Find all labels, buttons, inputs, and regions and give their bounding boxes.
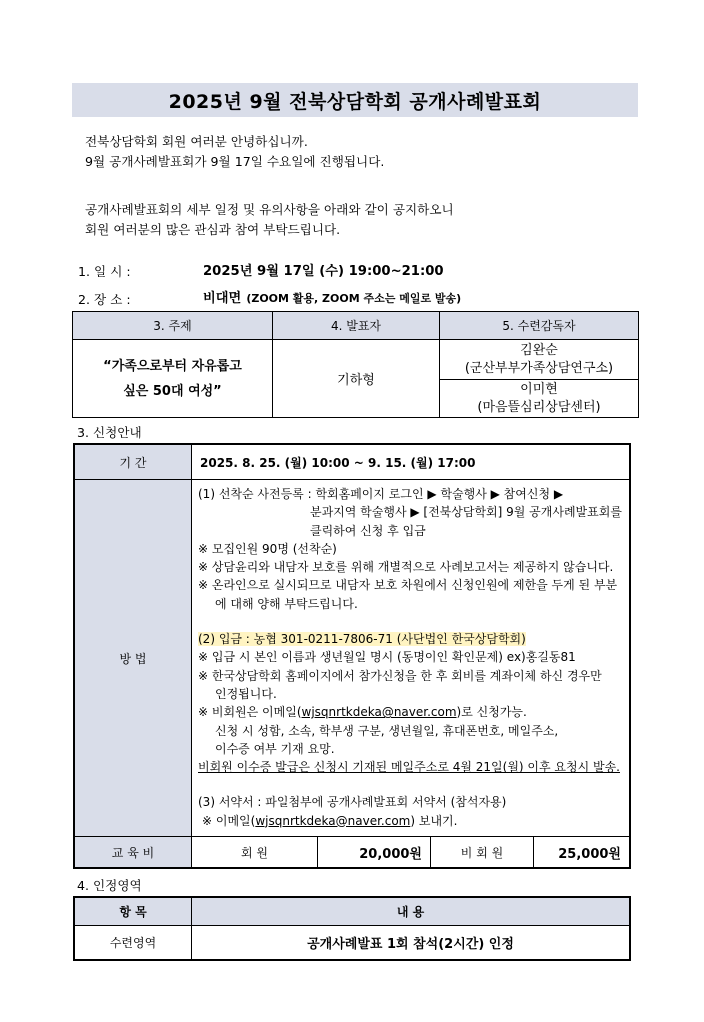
topic-line: “가족으로부터 자유롭고 [103,358,242,374]
place-note: (ZOOM 활용, ZOOM 주소는 메일로 발송) [246,292,462,305]
method-line: ※ 모집인원 90명 (선착순) [198,541,337,556]
content-cell: 공개사례발표 1회 참석(2시간) 인정 [192,926,631,961]
presenter-header: 4. 발표자 [273,312,440,340]
member-label: 회 원 [192,837,318,869]
method-text: ※ 이메일( [202,813,256,828]
date-label: 1. 일 시 : [78,264,131,279]
nonmember-label: 비 회 원 [431,837,534,869]
bank-account: (2) 입금 : 농협 301-0211-7806-71 (사단법인 한국상담학회) [198,632,526,647]
method-line: ※ 한국상담학회 홈페이지에서 참가신청을 한 후 회비를 계좌이체 하신 경우만 [198,668,602,683]
intro-line: 회원 여러분의 많은 관심과 참여 부탁드립니다. [85,222,341,237]
method-label: 방 법 [74,480,192,837]
content-header: 내 용 [192,897,631,926]
date-value: 2025년 9월 17일 (수) 19:00~21:00 [203,264,444,279]
period-value: 2025. 8. 25. (월) 10:00 ~ 9. 15. (월) 17:00 [192,444,631,480]
certification-table [73,896,631,961]
intro-greeting [85,132,384,172]
method-content [192,480,631,837]
method-line: 인정됩니다. [215,686,277,701]
method-line: 신청 시 성함, 소속, 학부생 구분, 생년월일, 휴대폰번호, 메일주소, [215,723,559,738]
method-line: (1) 선착순 사전등록 : 학회홈페이지 로그인 ▶ 학술행사 ▶ 참여신청 ▶ [198,487,564,501]
intro-notice [85,200,454,240]
item-cell: 수련영역 [74,926,192,961]
method-line: (3) 서약서 : 파일첨부에 공개사례발표회 서약서 (참석자용) [198,795,507,810]
item-header: 항 목 [74,897,192,926]
method-line: 에 대해 양해 부탁드립니다. [215,596,358,611]
method-text: ※ 비회원은 이메일( [198,705,302,720]
presentation-table [72,311,639,418]
intro-line: 공개사례발표회의 세부 일정 및 유의사항을 아래와 같이 공지하오니 [85,202,454,217]
registration-table [73,443,631,869]
page-title: 2025년 9월 전북상담학회 공개사례발표회 [72,83,638,117]
topic-line: 싶은 50대 여성” [123,383,222,399]
email-link[interactable]: wjsqnrtkdeka@naver.com [301,705,457,720]
intro-line: 9월 공개사례발표회가 9월 17일 수요일에 진행됩니다. [85,154,385,169]
topic-cell [73,340,273,418]
method-line [198,812,623,830]
place-label: 2. 장 소 : [78,292,131,307]
period-label: 기 간 [74,444,192,480]
method-line: 비회원 이수증 발급은 신청시 기재된 메일주소로 4월 21일(월) 이후 요청시 발송. [198,760,620,775]
registration-section-title: 3. 신청안내 [77,425,142,440]
supervisor-header: 5. 수련감독자 [440,312,639,340]
method-line: ※ 입금 시 본인 이름과 생년월일 명시 (동명이인 확인문제) ex)홍길동81 [198,650,576,665]
method-line: ※ 온라인으로 실시되므로 내담자 보호 차원에서 신청인원에 제한을 두게 된 부분 [198,578,618,593]
method-line [198,630,623,648]
supervisor-org: (군산부부가족상담연구소) [464,360,614,376]
method-line: ※ 상담윤리와 내담자 보호를 위해 개별적으로 사례보고서는 제공하지 않습니다. [198,560,614,575]
place-type: 비대면 [203,291,242,306]
supervisor-cell [440,340,639,380]
method-line: 이수증 여부 기재 요망. [215,741,335,756]
method-line [198,703,623,721]
certification-section-title: 4. 인정영역 [77,878,142,893]
place-value [203,287,461,306]
supervisor-name: 이미현 [520,381,558,397]
method-line: 분과지역 학술행사 ▶ [전북상담학회] 9월 공개사례발표회를 [310,505,622,520]
supervisor-name: 김완순 [520,342,558,358]
intro-line: 전북상담학회 회원 여러분 안녕하십니까. [85,134,308,149]
supervisor-org: (마음뜰심리상담센터) [477,399,601,415]
method-text: )로 신청가능. [456,705,527,720]
fee-label: 교 육 비 [74,837,192,869]
member-fee: 20,000원 [318,837,431,869]
method-line: 클릭하여 신청 후 입금 [310,523,426,538]
nonmember-fee: 25,000원 [534,837,631,869]
method-text: ) 보내기. [410,813,458,828]
email-link[interactable]: wjsqnrtkdeka@naver.com [255,813,411,828]
topic-header: 3. 주제 [73,312,273,340]
supervisor-cell [440,380,639,418]
presenter-cell: 기하형 [273,340,440,418]
